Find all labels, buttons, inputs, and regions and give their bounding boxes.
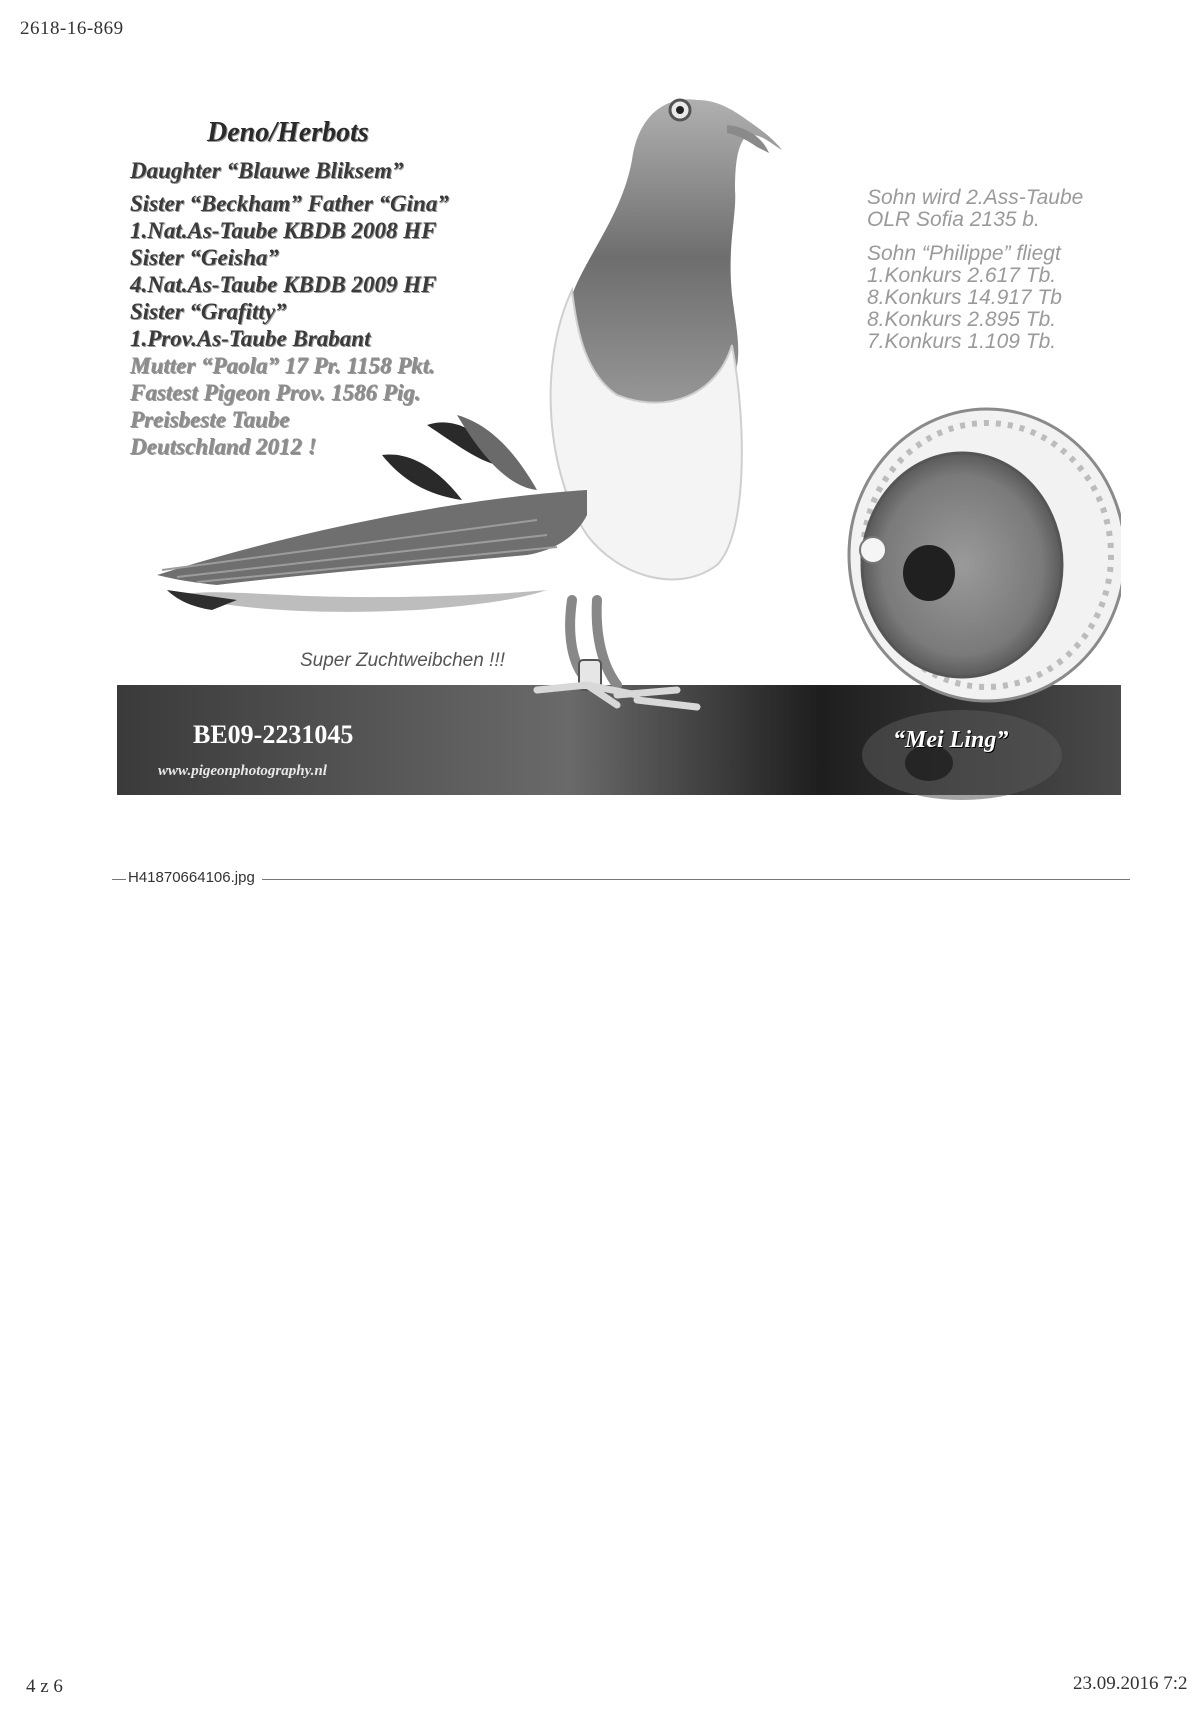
result-line: 7.Konkurs 1.109 Tb. — [867, 330, 1057, 354]
print-datetime: 23.09.2016 7:2 — [1073, 1673, 1188, 1694]
bird-name: “Mei Ling” — [893, 727, 1009, 753]
file-label: H41870664106.jpg — [128, 869, 255, 886]
pedigree-line: Preisbeste Taube — [130, 407, 290, 432]
offspring-results — [867, 187, 1117, 353]
pedigree-line: Sister “Geisha” — [130, 245, 279, 270]
result-line: Sohn wird 2.Ass-Taube — [867, 186, 1084, 209]
website-credit: www.pigeonphotography.nl — [158, 763, 327, 779]
pedigree-line: Deutschland 2012 ! — [130, 434, 317, 459]
result-line: 1.Konkurs 2.617 Tb. — [867, 264, 1057, 288]
ring-number: BE09-2231045 — [193, 720, 354, 749]
file-label-row — [112, 869, 1130, 891]
result-line: 8.Konkurs 2.895 Tb. — [867, 308, 1057, 332]
breeder-title: Deno/Herbots — [207, 117, 369, 148]
pedigree-line: 1.Nat.As-Taube KBDB 2008 HF — [130, 218, 437, 243]
pedigree-line: Daughter “Blauwe Bliksem” — [130, 158, 404, 183]
divider-line — [262, 879, 1130, 880]
result-line: OLR Sofia 2135 b. — [867, 208, 1040, 232]
result-line: Sohn “Philippe” fliegt — [867, 242, 1061, 266]
tagline: Super Zuchtweibchen !!! — [300, 650, 505, 671]
pedigree-line: Sister “Grafitty” — [130, 299, 287, 324]
pedigree-line: 4.Nat.As-Taube KBDB 2009 HF — [130, 272, 437, 297]
pedigree-line: Sister “Beckham” Father “Gina” — [130, 191, 449, 216]
page-number: 4 z 6 — [26, 1676, 63, 1697]
pedigree-line: 1.Prov.As-Taube Brabant — [130, 326, 371, 351]
pedigree-line: Mutter “Paola” 17 Pr. 1158 Pkt. — [130, 353, 435, 378]
pedigree-line: Fastest Pigeon Prov. 1586 Pig. — [130, 380, 421, 405]
divider-line — [112, 879, 126, 880]
result-line: 8.Konkurs 14.917 Tb — [867, 286, 1062, 310]
scan-id: 2618-16-869 — [20, 18, 124, 39]
pigeon-photo-card — [117, 95, 1121, 805]
pedigree-text — [130, 119, 550, 462]
